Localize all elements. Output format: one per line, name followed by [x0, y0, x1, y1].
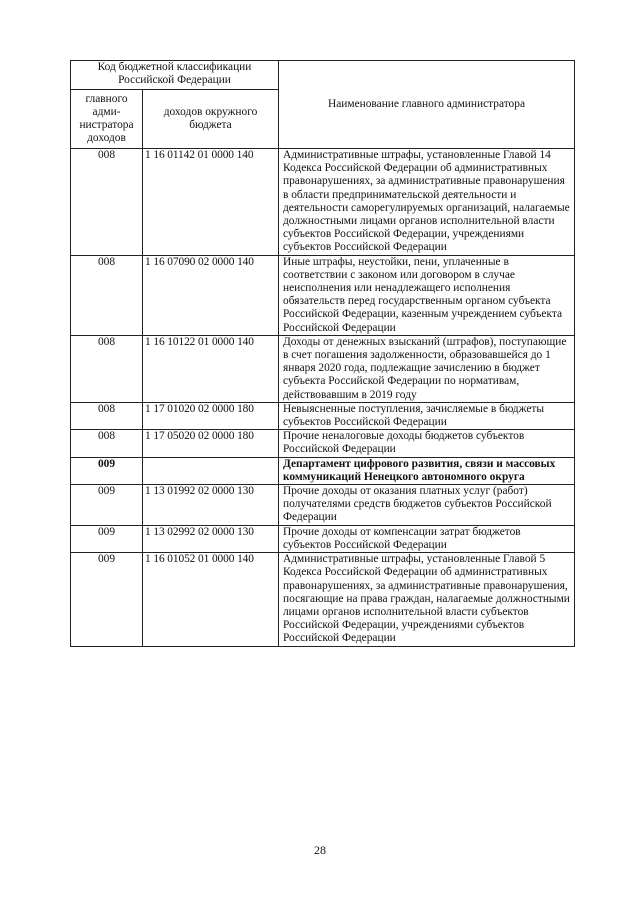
- cell-admin-code: 008: [71, 255, 143, 335]
- budget-classification-table: [70, 60, 575, 647]
- cell-admin-name: Невыясненные поступления, зачисляемые в бюджеты субъектов Российской Федерации: [279, 402, 575, 429]
- cell-admin-code: 008: [71, 430, 143, 457]
- cell-budget-code: [143, 457, 279, 484]
- cell-budget-code: 1 16 10122 01 0000 140: [143, 335, 279, 402]
- cell-admin-code: 009: [71, 485, 143, 526]
- header-col-admin: главного адми-нистратора доходов: [71, 90, 143, 149]
- table-row: [71, 430, 575, 457]
- cell-budget-code: 1 17 05020 02 0000 180: [143, 430, 279, 457]
- table-row: [71, 149, 575, 256]
- table-row: [71, 335, 575, 402]
- cell-budget-code: 1 16 07090 02 0000 140: [143, 255, 279, 335]
- cell-admin-name: Прочие доходы от компенсации затрат бюджетов субъектов Российской Федерации: [279, 525, 575, 552]
- table-row: [71, 553, 575, 646]
- cell-admin-name: Доходы от денежных взысканий (штрафов), поступающие в счет погашения задолженности, образовавшейся до 1 января 2020 года, подлежащие зачислению в бюджет субъекта Российской Федерации по нормативам, действовавшим в 2019 году: [279, 335, 575, 402]
- table-row: [71, 255, 575, 335]
- table-body: [71, 61, 575, 647]
- cell-admin-code: 009: [71, 525, 143, 552]
- cell-admin-code: 008: [71, 402, 143, 429]
- cell-admin-name: Прочие неналоговые доходы бюджетов субъектов Российской Федерации: [279, 430, 575, 457]
- header-row-group: [71, 61, 575, 90]
- cell-admin-name: Административные штрафы, установленные Главой 5 Кодекса Российской Федерации об административных правонарушениях, за административные правонарушения, посягающие на права граждан, налагаемые должностными лицами органов исполнительной власти субъектов Российской Федерации, учреждениями субъектов Российской Федерации: [279, 553, 575, 646]
- header-col-income: доходов окружного бюджета: [143, 90, 279, 149]
- cell-admin-code: 009: [71, 457, 143, 484]
- cell-budget-code: 1 17 01020 02 0000 180: [143, 402, 279, 429]
- cell-budget-code: 1 13 01992 02 0000 130: [143, 485, 279, 526]
- cell-budget-code: 1 13 02992 02 0000 130: [143, 525, 279, 552]
- table-row: [71, 457, 575, 484]
- page-number: 28: [314, 843, 326, 857]
- cell-admin-name: Административные штрафы, установленные Главой 14 Кодекса Российской Федерации об административных правонарушениях, за административные правонарушения в области предпринимательской деятельности и деятельности саморегулируемых организаций, налагаемые должностными лицами органов исполнительной власти субъектов Российской Федерации, учреждениями субъектов Российской Федерации: [279, 149, 575, 256]
- table-row: [71, 402, 575, 429]
- header-code-group: Код бюджетной классификации Российской Федерации: [71, 61, 279, 90]
- cell-admin-name: Иные штрафы, неустойки, пени, уплаченные в соответствии с законом или договором в случае неисполнения или ненадлежащего исполнения обязательств перед государственным органом субъекта Российской Федерации, казенным учреждением субъекта Российской Федерации: [279, 255, 575, 335]
- cell-admin-code: 008: [71, 335, 143, 402]
- cell-admin-name: Прочие доходы от оказания платных услуг (работ) получателями средств бюджетов субъектов Российской Федерации: [279, 485, 575, 526]
- cell-budget-code: 1 16 01052 01 0000 140: [143, 553, 279, 646]
- table-row: [71, 525, 575, 552]
- table-row: [71, 485, 575, 526]
- cell-admin-code: 008: [71, 149, 143, 256]
- cell-budget-code: 1 16 01142 01 0000 140: [143, 149, 279, 256]
- cell-admin-name: Департамент цифрового развития, связи и массовых коммуникаций Ненецкого автономного округа: [279, 457, 575, 484]
- header-admin-name: Наименование главного администратора: [279, 61, 575, 149]
- cell-admin-code: 009: [71, 553, 143, 646]
